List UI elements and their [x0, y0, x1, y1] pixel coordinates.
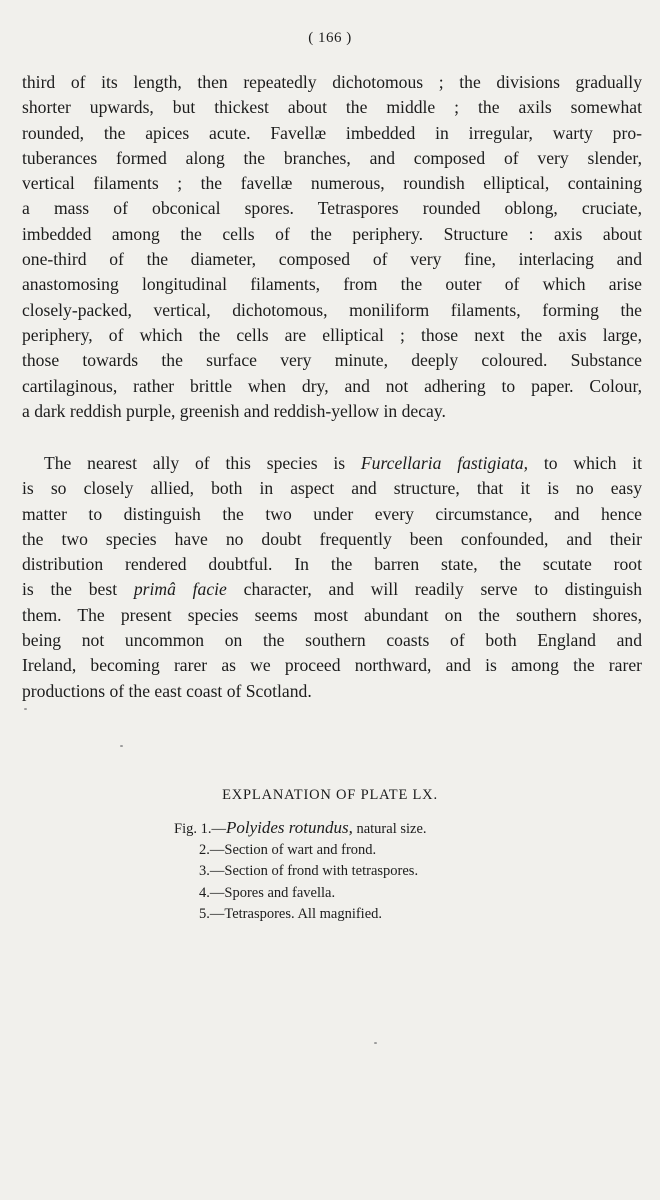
species-name-italic: Polyides rotundus, — [225, 818, 353, 837]
text-line: productions of the east coast of Scotland. — [22, 680, 312, 701]
text-line: rounded, the apices acute. Favellæ imbedded in irregular, warty pro- — [22, 122, 642, 143]
figure-caption: 5.—Tetraspores. All magnified. — [199, 905, 383, 922]
text-line: is so closely allied, both in aspect and structure, that it is no easy — [22, 478, 642, 499]
paper-speck — [374, 1042, 377, 1044]
text-line: shorter upwards, but thickest about the middle ; the axils somewhat — [22, 97, 642, 118]
text-line: being not uncommon on the southern coasts of both England and — [22, 630, 642, 651]
text-line: anastomosing longitudinal filaments, from the outer of which arise — [22, 274, 642, 295]
text-line: periphery, of which the cells are elliptical ; those next the axis large, — [22, 324, 642, 345]
text-line: tuberances formed along the branches, and composed of very slender, — [22, 147, 642, 168]
text-line: closely-packed, vertical, dichotomous, moniliform filaments, forming the — [22, 299, 642, 320]
text-line: distribution rendered doubtful. In the barren state, the scutate root — [22, 554, 642, 575]
text-line: The nearest ally of this species is Furcellaria fastigiata, to which it — [44, 453, 642, 473]
text-line: one-third of the diameter, composed of very fine, interlacing and — [22, 249, 642, 270]
text-line: cartilaginous, rather brittle when dry, and not adhering to paper. Colour, — [22, 375, 642, 396]
text-line: those towards the surface very minute, deeply coloured. Substance — [22, 350, 642, 371]
figure-caption: 2.—Section of wart and frond. — [199, 842, 377, 859]
text-line: matter to distinguish the two under every circumstance, and hence — [22, 503, 642, 524]
description-paragraph — [22, 70, 642, 424]
figure-caption: 3.—Section of frond with tetraspores. — [199, 863, 419, 880]
latin-phrase-italic: primâ facie — [133, 579, 227, 600]
paper-speck — [24, 708, 27, 710]
text-line: the two species have no doubt frequently been confounded, and their — [22, 528, 642, 549]
paper-speck — [120, 745, 123, 747]
page-number: ( 166 ) — [308, 30, 352, 46]
text-line: Ireland, becoming rarer as we proceed northward, and is among the rarer — [22, 655, 642, 676]
text-line: a mass of obconical spores. Tetraspores rounded oblong, cruciate, — [22, 198, 642, 219]
discussion-paragraph — [22, 451, 642, 704]
plate-explanation — [0, 785, 660, 922]
species-name-italic: Furcellaria fastigiata, — [360, 453, 529, 473]
figure-caption: 4.—Spores and favella. — [199, 884, 336, 901]
text-line: third of its length, then repeatedly dichotomous ; the divisions gradually — [22, 72, 642, 92]
text-line: imbedded among the cells of the periphery. Structure : axis about — [22, 223, 642, 244]
figure-caption: Fig. 1.—Polyides rotundus, natural size. — [174, 818, 427, 837]
text-line: is the best primâ facie character, and will readily serve to distinguish — [22, 579, 643, 600]
text-line: them. The present species seems most abundant on the southern shores, — [22, 604, 642, 625]
explanation-heading: EXPLANATION OF PLATE LX. — [222, 787, 438, 803]
text-line: a dark reddish purple, greenish and reddish-yellow in decay. — [22, 400, 446, 421]
figure-list — [174, 817, 427, 925]
text-line: vertical filaments ; the favellæ numerous, roundish elliptical, containing — [22, 173, 642, 194]
